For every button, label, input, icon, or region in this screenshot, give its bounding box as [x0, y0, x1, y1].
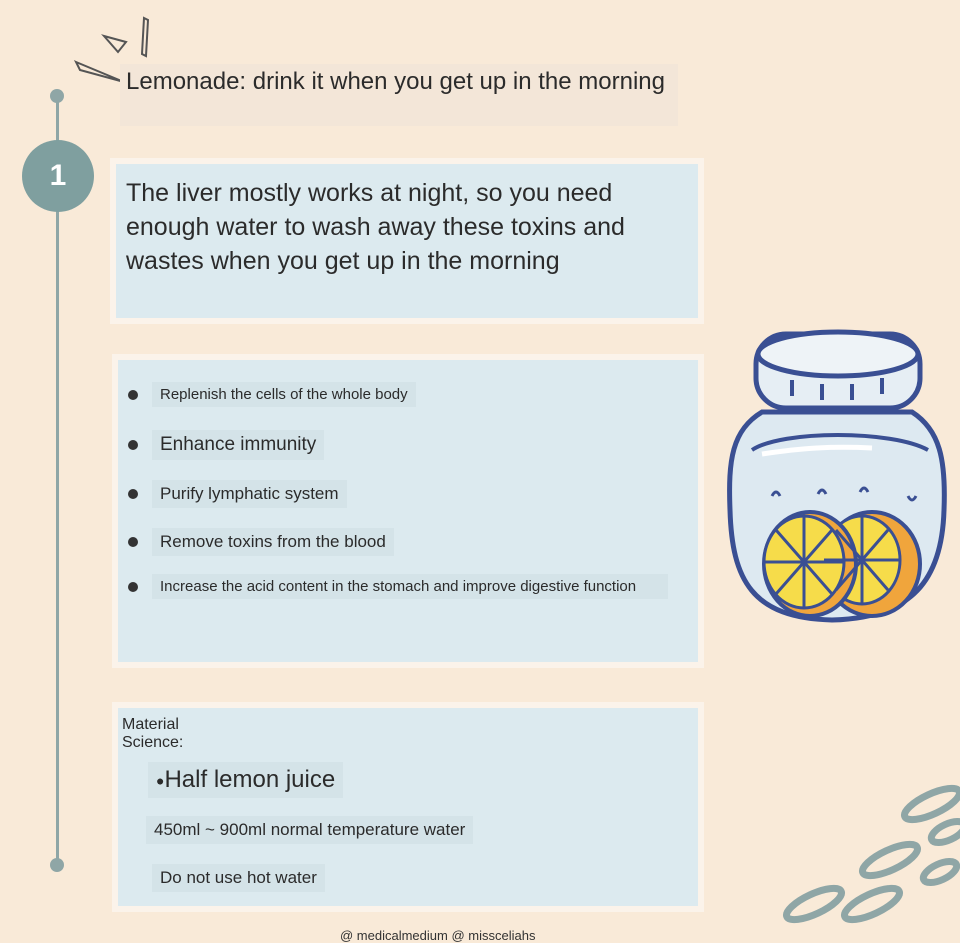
material-item: ●Half lemon juice: [148, 762, 343, 798]
benefit-item: [128, 382, 416, 407]
bullet-icon: [128, 440, 138, 450]
step-number-badge: 1: [22, 140, 94, 212]
benefit-text: Remove toxins from the blood: [152, 528, 394, 556]
bullet-icon: [128, 582, 138, 592]
benefit-text: Enhance immunity: [152, 430, 324, 460]
benefits-card: [112, 354, 704, 668]
timeline-bottom-dot: [50, 858, 64, 872]
benefit-item: [128, 574, 668, 599]
bullet-icon: [128, 390, 138, 400]
material-item: 450ml ~ 900ml normal temperature water: [146, 816, 473, 844]
material-text: Half lemon juice: [164, 766, 336, 793]
bullet-icon: [128, 537, 138, 547]
materials-card: [112, 702, 704, 912]
benefit-text: Purify lymphatic system: [152, 480, 347, 508]
benefit-item: [128, 430, 324, 460]
benefit-item: [128, 480, 347, 508]
footer-credit: @ medicalmedium @ missceliahs: [340, 928, 536, 943]
benefit-text: Replenish the cells of the whole body: [152, 382, 416, 407]
benefit-text: Increase the acid content in the stomach and improve digestive function: [152, 574, 668, 599]
intro-card: [110, 158, 704, 324]
page-title: Lemonade: drink it when you get up in the morning: [120, 64, 678, 126]
benefit-item: [128, 528, 394, 556]
bullet-icon: [128, 489, 138, 499]
material-item: Do not use hot water: [152, 864, 325, 892]
decorative-grains-icon: [780, 780, 960, 940]
materials-label: Material Science:: [122, 716, 184, 751]
intro-text: The liver mostly works at night, so you need enough water to wash away these toxins and wastes when you get up in the morning: [126, 179, 625, 275]
lemon-jar-icon: [722, 320, 952, 640]
timeline-top-dot: [50, 89, 64, 103]
